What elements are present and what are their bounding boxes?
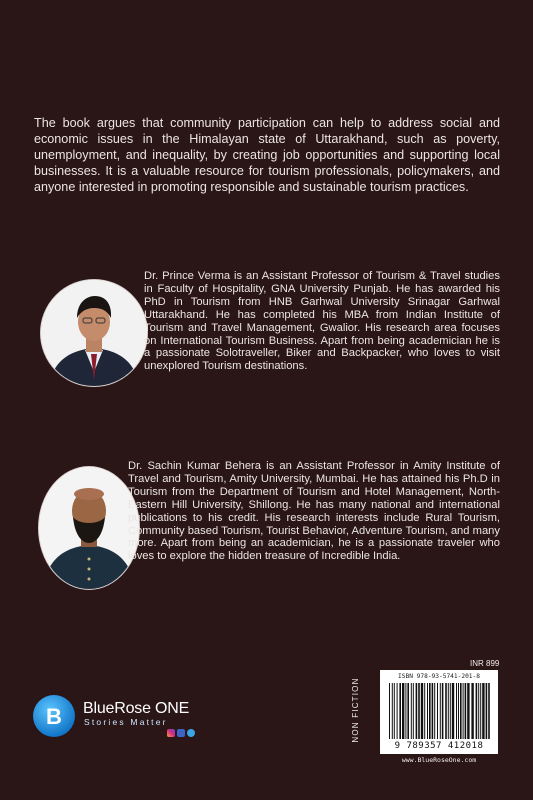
logo-letter: B [46, 704, 62, 729]
author-photo-prince-verma [40, 279, 148, 387]
author-bio-sachin-kumar-behera: Dr. Sachin Kumar Behera is an Assistant Professor in Amity Institute of Travel and Tourism, Amity University, Mumbai. He has attained his Ph.D in Tourism from the Department of Tourism and Hotel Management, North-Eastern Hill University, Shillong. He has many national and international publications to his credit. His research interests include Rural Tourism, Community based Tourism, Tourist Behavior, Adventure Tourism, and many more. Apart from being an academician, he is a passionate traveler who loves to explore the hidden treasure of Incredible India. [128, 460, 500, 563]
isbn-barcode [380, 670, 498, 754]
publisher-name: BlueRose ONE [83, 700, 190, 717]
author-photo-sachin-kumar-behera [38, 466, 140, 590]
bluerose-circle-icon [33, 695, 75, 737]
isbn-barcode-number: 9 789357 412018 [394, 741, 484, 751]
publisher-website: www.BlueRoseOne.com [401, 756, 477, 764]
facebook-icon [177, 729, 185, 737]
isbn-label: ISBN 978-93-5741-201-8 [398, 673, 480, 680]
twitter-icon [187, 729, 195, 737]
price-label: INR 899 [470, 659, 500, 668]
author-bio-prince-verma: Dr. Prince Verma is an Assistant Professor of Tourism & Travel studies in Faculty of Hospitality, GNA University Punjab. He has awarded his PhD in Tourism from HNB Garhwal University Srinagar Garhwal Uttarakhand. He has completed his MBA from Indian Institute of Tourism and Travel Management, Gwalior. His research area focuses on International Tourism Business. Apart from being academician he is a passionate Solotraveller, Biker and Backpacker, who loves to visit unexplored Tourism destinations. [144, 270, 500, 373]
social-icons [167, 729, 195, 737]
instagram-icon [167, 729, 175, 737]
publisher-tagline: Stories Matter [84, 717, 168, 727]
genre-label: NON FICTION [351, 677, 360, 743]
book-blurb: The book argues that community participation can help to address social and economic issues in the Himalayan state of Uttarakhand, such as poverty, unemployment, and inequality, by creating job opportunities and supporting local businesses. It is a valuable resource for tourism professionals, policymakers, and anyone interested in promoting responsible and sustainable tourism practices. [34, 116, 500, 194]
